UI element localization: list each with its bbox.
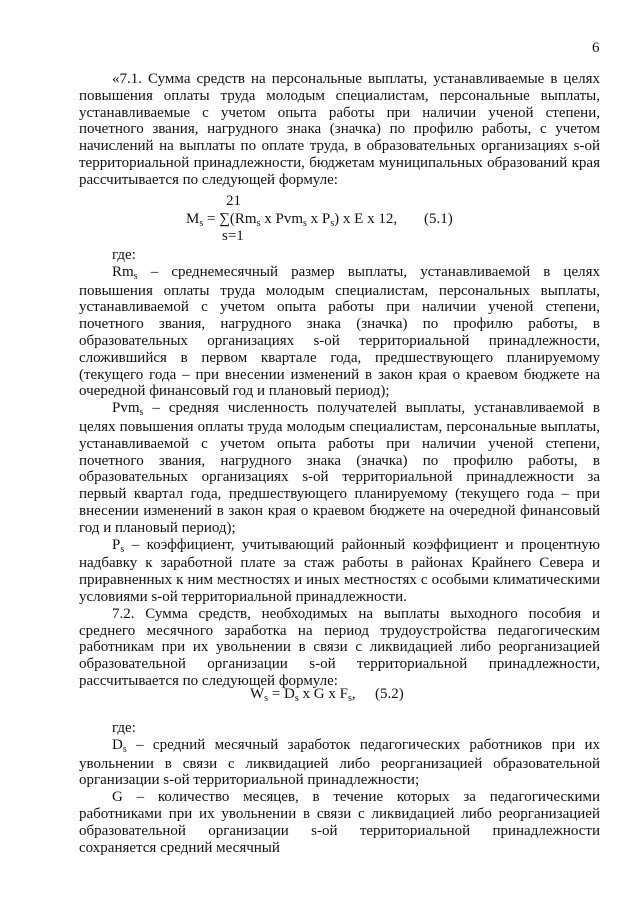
formula-5-1-rm-sub: s (256, 218, 261, 229)
p-text: – коэффициент, учитывающий районный коэффициент и процентную надбавку к заработной плате за стаж работы в районах Крайнего Севера и приравненных к ним местностях и иных местностях с особыми климатическими условиями s-ой территориальной принадлежности. (79, 536, 600, 605)
formula-5-1-number: (5.1) (424, 211, 453, 227)
formula-5-1-rest: ) x E x 12, (334, 211, 398, 227)
formula-5-2-mid: x G x F (298, 686, 348, 702)
definition-rm (79, 264, 600, 400)
section-7-1 (79, 71, 600, 189)
pvm-sub: s (139, 407, 144, 419)
definitions-5-2 (79, 720, 600, 856)
d-text: – средний месячный заработок педагогических работников при их увольнении в связи с ликвидацией либо реорганизацией образовательной организации s-ой территориальной принадлежности; (79, 736, 600, 789)
definitions-5-1 (79, 247, 600, 690)
page-number: 6 (592, 40, 600, 56)
d-symbol: D (112, 736, 123, 753)
rm-sub: s (133, 270, 138, 282)
section-7-2-paragraph: 7.2. Сумма средств, необходимых на выплаты выходного пособия и среднего месячного заработка на период трудоустройства педагогическим работникам при их увольнении в связи с ликвидацией либо реорганизацией образовательной организации s-ой территориальной принадлежности, рассчитывается по следующей формуле: (79, 605, 600, 689)
formula-5-2 (250, 686, 356, 704)
formula-5-2-lhs-sub: s (264, 693, 269, 704)
formula-5-1-p-sub: s (330, 218, 335, 229)
d-sub: s (122, 743, 127, 755)
sum-upper-limit: 21 (226, 193, 241, 209)
formula-5-2-lhs: W (250, 686, 265, 702)
p-symbol: P (112, 536, 121, 553)
formula-5-2-f-sub: s (347, 693, 352, 704)
formula-5-1 (186, 211, 397, 229)
formula-5-1-pvm-sub: s (303, 218, 307, 229)
formula-5-2-number: (5.2) (375, 686, 404, 702)
formula-5-2-tail: , (351, 686, 356, 702)
formula-5-2-eq: = D (268, 686, 295, 702)
definition-d (79, 737, 600, 789)
formula-5-2-d-sub: s (294, 693, 299, 704)
p-sub: s (120, 543, 125, 555)
formula-5-1-lhs-sub: s (199, 218, 204, 229)
rm-symbol: Rm (112, 263, 134, 280)
pvm-text: – средняя численность получателей выплаты, устанавливаемой в целях повышения оплаты труда молодым специалистам, персональные выплаты, устанавливаемой с учетом опыта работы при наличии ученой степени, почетного звания, нагрудного знака (значка) по профилю работы, в образовательных организациях s-ой территориальной принадлежности за первый квартал года, предшествующего планируемому (текущего года – при внесении изменений в закон края о краевом бюджете на очередной финансовый год и плановый период); (79, 400, 600, 536)
section-7-1-paragraph: «7.1. Сумма средств на персональные выплаты, устанавливаемые в целях повышения оплаты труда молодым специалистам, персональные выплаты, устанавливаемые с учетом опыта работы при наличии ученой степени, почетного звания, нагрудного знака (значка) по профилю работы, с учетом начислений на выплаты по оплате труда, в образовательных организациях s-ой территориальной принадлежности, бюджетам муниципальных образований края рассчитывается по следующей формуле: (79, 71, 600, 188)
definition-g: G – количество месяцев, в течение которых за педагогическими работниками при их увольнении в связи с ликвидацией либо реорганизацией образовательной организации s-ой территориальной принадлежности сохраняется средний месячный (79, 789, 600, 856)
formula-5-1-p: x P (306, 211, 331, 227)
definition-p (79, 537, 600, 606)
pvm-symbol: Pvm (112, 400, 140, 417)
formula-5-1-pvm: x Pvm (260, 211, 303, 227)
sum-lower-limit: s=1 (222, 228, 244, 244)
rm-text: – среднемесячный размер выплаты, устанавливаемой в целях повышения оплаты труда молодым специалистам, персональных выплаты, устанавливаемой с учетом опыта работы при наличии ученой степени, почетного звания, нагрудного знака (значка) по профилю работы, в образовательных организациях s-ой территориальной принадлежности, сложившийся в первом квартале года, предшествующего планируемому (текущего года – при внесении изменений в закон края о краевом бюджете на очередной финансовый год и плановый период); (79, 263, 600, 400)
formula-5-1-sum: = ∑(Rm (203, 211, 257, 227)
where-label-2: где: (112, 720, 136, 736)
formula-5-1-lhs: M (186, 211, 200, 227)
definition-pvm (79, 400, 600, 536)
where-label-1: где: (112, 247, 136, 263)
